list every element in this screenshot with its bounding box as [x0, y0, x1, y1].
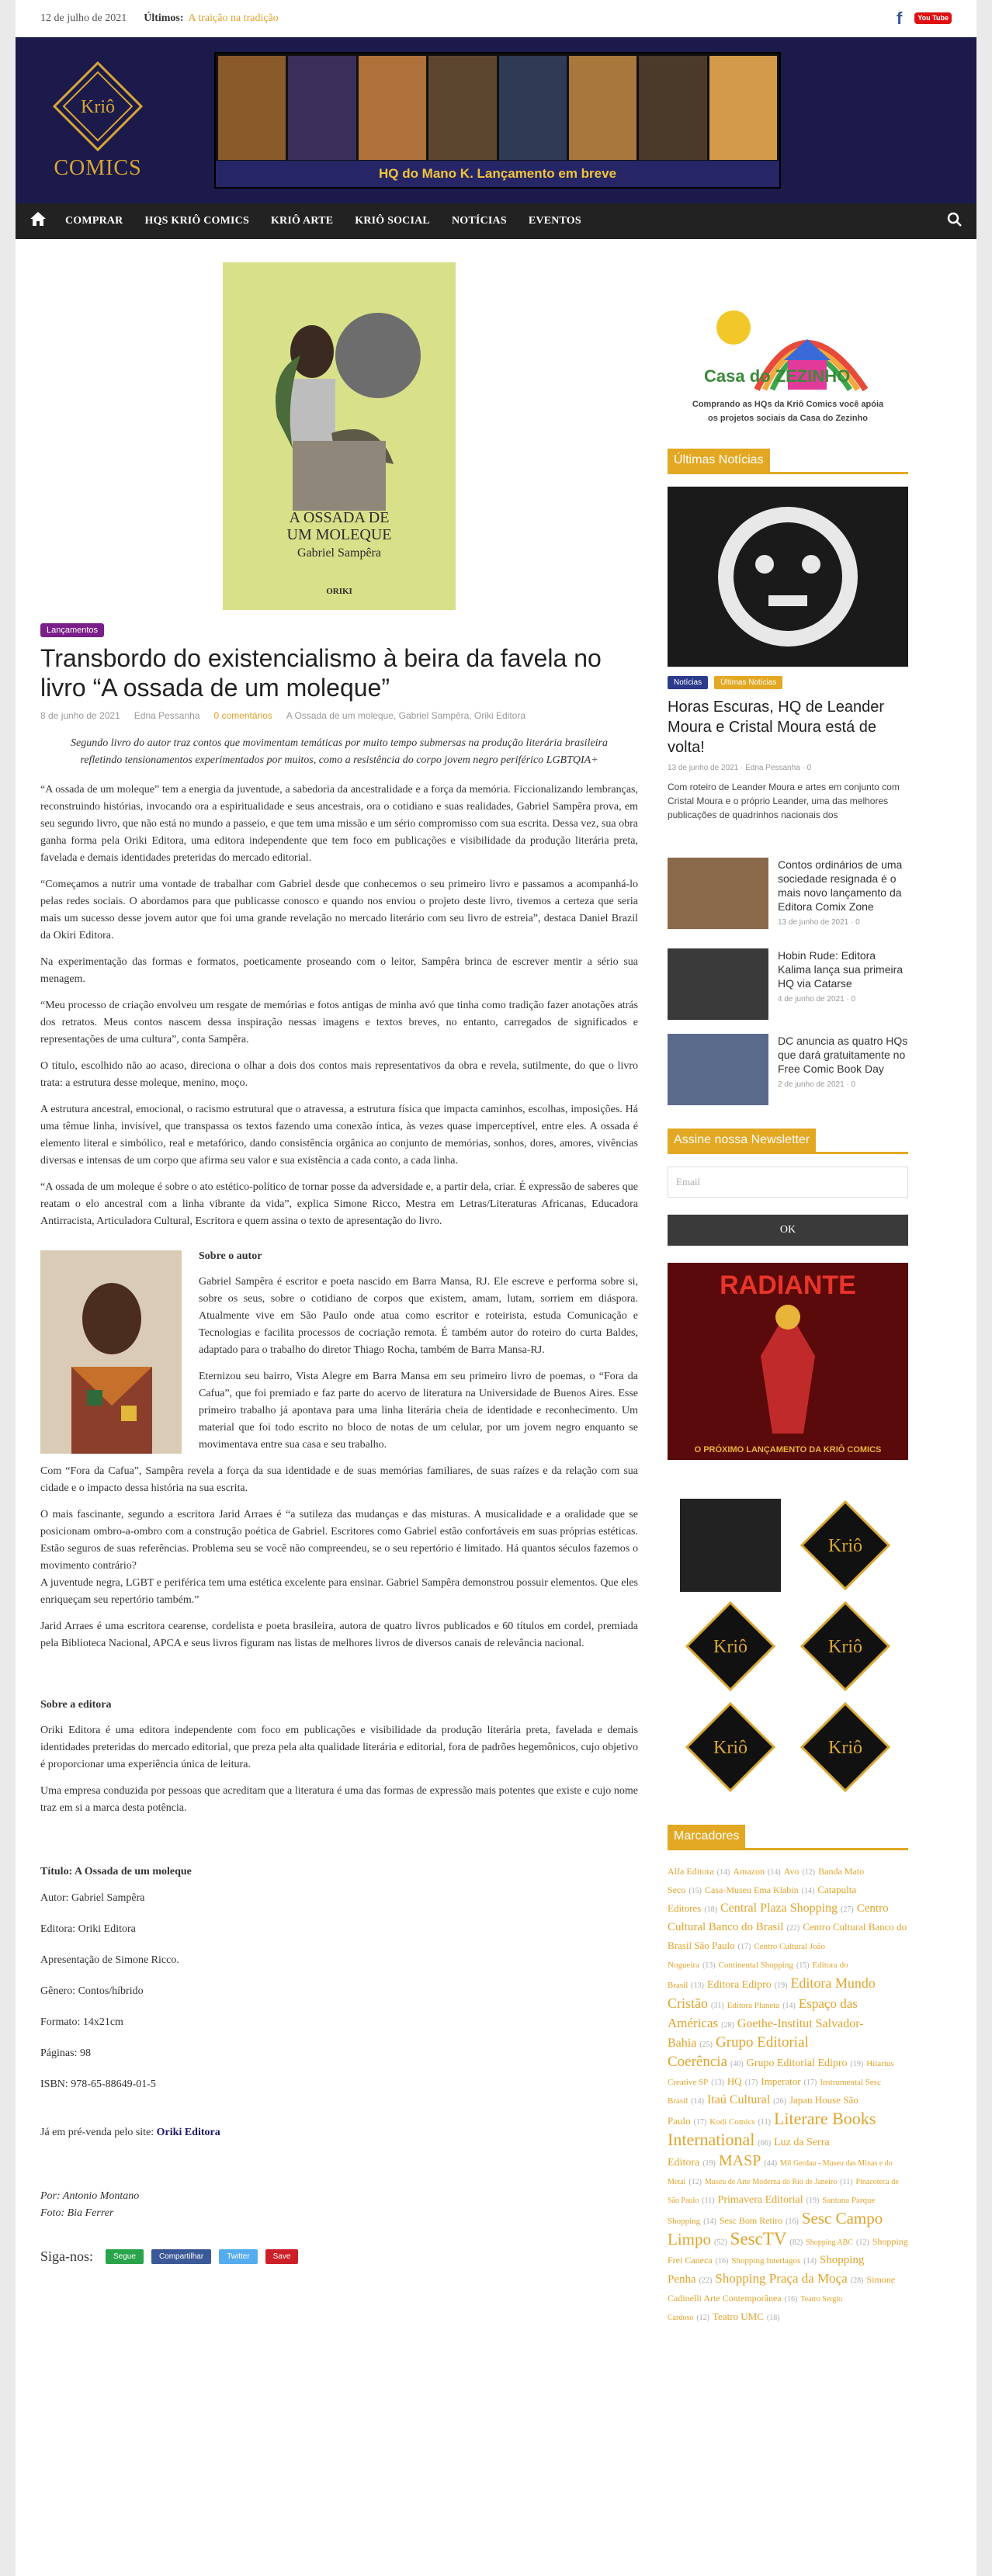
email-input[interactable]: Email	[668, 1167, 908, 1198]
product-thumb[interactable]	[680, 1600, 781, 1693]
comic-panel	[569, 56, 636, 160]
sidebar	[668, 262, 908, 2327]
featured-author[interactable]: Edna Pessanha	[745, 764, 800, 772]
paragraph: “A ossada de um moleque é sobre o ato estético-político de tornar posse da adversidade e, a partir dela, criar. É expressão de saberes que reatam o elo ancestral com a linha vibrante da vida”, explica Simone Ricco, Mestra em Letras/Literaturas Africanas, Educadora Antirracista, Articuladora Cultural, Escritora e quem assina o texto de apresentação do livro.	[40, 1181, 638, 1227]
tag-count: (11)	[840, 2178, 853, 2186]
tag-link[interactable]: Shopping Praça da Moça	[715, 2271, 848, 2286]
tag-link[interactable]: Continental Shopping	[718, 1961, 793, 1970]
tag-count: (14)	[691, 2097, 704, 2106]
presale-line	[40, 2124, 638, 2141]
tag-link[interactable]: Central Plaza Shopping	[720, 1902, 838, 1915]
product-thumb[interactable]	[795, 1600, 896, 1693]
social-links	[897, 9, 952, 29]
list-item[interactable]: DC anuncia as quatro HQs que dará gratuitamente no Free Comic Book Day 2 de junho de 2021 · 0	[668, 1034, 908, 1105]
tag-link[interactable]: Shopping Frei Caneca	[668, 2236, 908, 2266]
logo-sub: COMICS	[54, 156, 142, 180]
tag-link[interactable]: Alfa Editora	[668, 1866, 714, 1877]
tag-link[interactable]: Editora Planeta	[727, 2001, 780, 2010]
comic-panel	[709, 56, 777, 160]
paragraph: “A ossada de um moleque” tem a energia da juventude, a sabedoria da ancestralidade e a força da memória. Ficcionalizando lembranças, reconstruindo histórias, invocando ora a espiritualidade e seus ancestrais, ora o cotidiano e suas realidades, Gabriel Sampêra prova, em seu segundo livro, que não está no mundo a passeio, e que tem uma missão e um sério compromisso com sua escrita. Dessa vez, sua obra ganha forma pela Oriki Editora, uma editora independente que tem foco em publicações e visibilidade da produção literária preta, favelada e demais identidades preteridas do mercado editorial.	[40, 784, 638, 864]
spec-line: Editora: Oriki Editora	[40, 1923, 136, 1935]
paragraph: “Meu processo de criação envolveu um resgate de memórias e fotos antigas de minha avó que tinha como tradição fazer anotações atrás dos retratos. Meus contos nascem dessa inspiração nessas imagens e textos breves, no entanto, carregados de significados e representações de uma cultura”, conta Sampêra.	[40, 1000, 638, 1045]
tag-count: (14)	[703, 2217, 716, 2226]
tag-link[interactable]: Grupo Editorial Coerência	[668, 2034, 809, 2070]
spec-line: Gênero: Contos/híbrido	[40, 1985, 144, 1997]
nav-item-social[interactable]: KRIÔ SOCIAL	[355, 215, 430, 227]
news-thumbnail	[668, 1034, 768, 1105]
tag-count: (13)	[711, 2078, 724, 2087]
paragraph: O mais fascinante, segundo a escritora Jarid Arraes é “a sutileza das mudanças e das misturas. A musicalidade e a oralidade que se posicionam ombro-a-ombro com a construção poética de Gabriel. Escritores como Gabriel estão confortáveis em suas próprias estéticas. Estão seguros de suas referências. Problema seu se você não compreendeu, se o seu repertório é limitado. Há quantos séculos fazemos o movimento contrário? A juventude negra, LGBT e periférica tem uma estética excelente para ensinar. Gabriel Sampêra demonstrou possuir elementos. Que eles enriqueçam seu repertório também.”	[40, 1509, 638, 1606]
badge-ultimas[interactable]: Últimas Notícias	[714, 676, 782, 689]
spec-line: Apresentação de Simone Ricco.	[40, 1954, 179, 1966]
tag-count: (12)	[802, 1868, 816, 1877]
tag-count: (28)	[850, 2276, 864, 2285]
tag-count: (15)	[689, 1887, 702, 1895]
tag-link[interactable]: Primavera Editorial	[717, 2194, 803, 2206]
tag-link[interactable]: Museu de Arte Moderna do Rio de Janeiro	[705, 2178, 838, 2186]
follow-button[interactable]: Segue	[106, 2249, 144, 2264]
tag-count: (16)	[784, 2295, 798, 2304]
pinterest-save-button[interactable]: Save	[265, 2249, 299, 2264]
tag-link[interactable]: Japan House São Paulo	[668, 2094, 858, 2127]
article-date: 8 de junho de 2021	[40, 710, 120, 721]
logo-name: Kriô	[81, 97, 115, 117]
tag-link[interactable]: Editora do Brasil	[668, 1961, 848, 1990]
tag-link[interactable]: Luz da Serra Editora	[668, 2137, 830, 2169]
byline: Por: Antonio Montano	[40, 2190, 140, 2202]
tag-link[interactable]: Editora Mundo Cristão	[668, 1975, 876, 2011]
logo-diamond-icon	[799, 1701, 892, 1794]
logo-diamond-icon	[684, 1600, 777, 1693]
tag-count: (14)	[782, 2002, 796, 2010]
tag-count: (17)	[737, 1943, 751, 1951]
site-logo[interactable]	[36, 54, 160, 186]
tag-count: (12)	[856, 2238, 869, 2247]
tag-count: (14)	[716, 1868, 730, 1877]
nav-item-noticias[interactable]: NOTÍCIAS	[451, 215, 507, 227]
cover-publisher: ORIKI	[326, 587, 352, 596]
share-label: Siga-nos:	[40, 2248, 94, 2264]
radiante-ad[interactable]	[668, 1263, 908, 1460]
tags-title: Marcadores	[668, 1825, 745, 1848]
tag-count: (28)	[721, 2021, 734, 2030]
page	[16, 0, 976, 2576]
tag-link[interactable]: Grupo Editorial Edipro	[746, 2058, 848, 2069]
logo-name: Kriô	[713, 1738, 747, 1758]
product-thumb[interactable]	[680, 1701, 781, 1794]
photo-credit: Foto: Bia Ferrer	[40, 2207, 114, 2219]
logo-diamond-icon	[51, 60, 144, 153]
tag-count: (27)	[841, 1905, 854, 1914]
news-widget-header	[668, 449, 908, 474]
tag-link[interactable]: MASP	[718, 2152, 761, 2169]
paragraph: O título, escolhido não ao acaso, direciona o olhar a dois dos contos mais representativos da obra e revela, sutilmente, do que o livro trata: a estrutura desse moleque, menino, moço.	[40, 1060, 638, 1089]
nav-item-eventos[interactable]: EVENTOS	[528, 215, 581, 227]
author-photo	[40, 1250, 182, 1454]
article	[40, 262, 638, 2327]
facebook-share-button[interactable]: Compartilhar	[151, 2249, 211, 2264]
presale-link[interactable]: Oriki Editora	[156, 2127, 220, 2138]
paragraph: Na experimentação das formas e formatos, poeticamente proseando com o leitor, Sampêra brinca de escrever mentir a sério sua menagem.	[40, 956, 638, 985]
latest-link[interactable]: A traição na tradição	[188, 12, 279, 24]
tag-link[interactable]: Editora Edipro	[706, 1979, 772, 1991]
badge-noticias[interactable]: Notícias	[668, 676, 708, 689]
paragraph: Oriki Editora é uma editora independente com foco em publicações e visibilidade da produção literária preta, favelada e demais identidades preteridas do mercado editorial, que preza pela alta qualidade literária e editorial, fora de padrões hegemônicos, cujo objetivo é proporcionar uma experiência única de leitura.	[40, 1725, 638, 1770]
about-publisher-title: Sobre a editora	[40, 1699, 112, 1711]
tag-count: (13)	[691, 1981, 704, 1990]
logo-name: Kriô	[828, 1637, 862, 1657]
radiante-art	[668, 1263, 908, 1460]
tag-link[interactable]: Santana Parque Shopping	[668, 2196, 876, 2226]
comic-panel	[359, 56, 426, 160]
tag-link[interactable]: Instrumental Sesc Brasil	[668, 2078, 881, 2106]
article-comments[interactable]: 0 comentários	[213, 710, 272, 721]
subscribe-button[interactable]: OK	[668, 1215, 908, 1246]
product-thumb[interactable]	[680, 1499, 781, 1592]
paragraph: Gabriel Sampêra é escritor e poeta nascido em Barra Mansa, RJ. Ele escreve e performa sobre si, sobre os seus, sobre o cotidiano de corpos que existem, amam, lutam, sorriem em diáspora. Atualmente vive em São Paulo onde atua como escritor e roteirista, estuda Comunicação e Tecnologias e facilita processos de cocriação remota. É também autor do roteiro do curta Baldes, adaptado para o trabalho do diretor Thiago Rocha, também de Barra Mansa-RJ.	[199, 1276, 638, 1356]
paragraph: Com “Fora da Cafua”, Sampêra revela a força da sua identidade e de suas memórias familiares, de suas raízes e da relação com sua cidade e o impacto dessa história na sua escrita.	[40, 1465, 638, 1494]
article-meta	[40, 710, 638, 721]
tag-link[interactable]: Kodi Comics	[709, 2117, 755, 2127]
article-tags[interactable]: A Ossada de um moleque, Gabriel Sampêra, Oriki Editora	[286, 710, 526, 721]
presale-label: Já em pré-venda pelo site:	[40, 2127, 154, 2138]
tag-count: (22)	[699, 2276, 713, 2285]
tag-link[interactable]: Hilarius Creative SP	[668, 2059, 894, 2087]
tag-link[interactable]: Teatro UMC	[713, 2311, 764, 2322]
news-date: 13 de junho de 2021	[778, 918, 849, 927]
tag-count: (17)	[803, 2078, 817, 2087]
tag-count: (19)	[850, 2060, 864, 2068]
news-date: 4 de junho de 2021	[778, 995, 845, 1004]
product-thumb[interactable]	[795, 1499, 896, 1592]
tag-link[interactable]: Espaço das Américas	[668, 1996, 858, 2030]
tag-link[interactable]: Shopping Penha	[668, 2254, 865, 2286]
home-icon[interactable]	[29, 211, 47, 231]
book-cover-image	[223, 262, 456, 610]
tag-count: (19)	[774, 1981, 788, 1990]
logo-diamond-icon	[799, 1499, 892, 1592]
logo-diamond-icon	[799, 1600, 892, 1693]
comic-panel	[499, 56, 567, 160]
nav-item-comprar[interactable]: COMPRAR	[65, 215, 123, 227]
tags-header	[668, 1825, 908, 1850]
tag-link[interactable]: Centro Cultural Banco do Brasil	[668, 1902, 889, 1933]
tag-count: (14)	[803, 2257, 817, 2266]
nav-item-arte[interactable]: KRIÔ ARTE	[270, 215, 334, 227]
tag-count: (26)	[773, 2097, 786, 2106]
tag-link[interactable]: Amazon	[733, 1866, 765, 1877]
news-widget-title: Últimas Notícias	[668, 449, 770, 472]
tag-link[interactable]: Teatro Sergio Cardoso	[668, 2295, 843, 2322]
twitter-share-button[interactable]: Twitter	[219, 2249, 257, 2264]
latest-label: Últimos:	[144, 12, 184, 24]
zezinho-ad[interactable]	[668, 262, 908, 425]
tag-count: (14)	[767, 1868, 781, 1877]
tag-link[interactable]: Mil Gerdau - Museu das Minas e do Metal	[668, 2159, 893, 2186]
paragraph: Uma empresa conduzida por pessoas que acreditam que a literatura é uma das formas de expressão mais potentes que existe e cujo nome traz em si a marca desta potência.	[40, 1785, 638, 1814]
tag-count: (25)	[699, 2040, 713, 2049]
paragraph: “Começamos a nutrir uma vontade de trabalhar com Gabriel desde que conhecemos o seu primeiro livro e passamos a acompanhá-lo pelas redes sociais. O abordamos para que publicasse conosco e quando nos enviou o projeto deste livro, tivemos a certeza que seria mais um sucesso desse jovem autor que foi uma grande revelação no mercado literário com seu livro de estreia”, destaca Daniel Brazil da Okiri Editora.	[40, 879, 638, 941]
cover-title-1: A OSSADA DE	[289, 509, 390, 526]
tag-count: (18)	[766, 2314, 780, 2322]
article-title: Transbordo do existencialismo à beira da favela no livro “A ossada de um moleque”	[40, 644, 602, 702]
search-icon[interactable]	[947, 212, 963, 231]
tag-count: (44)	[764, 2159, 778, 2168]
product-grid	[668, 1499, 908, 1794]
tag-count: (13)	[702, 1961, 716, 1970]
list-item[interactable]: Hobin Rude: Editora Kalima lança sua primeira HQ via Catarse 4 de junho de 2021 · 0	[668, 948, 908, 1020]
list-item[interactable]: Contos ordinários de uma sociedade resignada é o mais novo lançamento da Editora Comix Zone 13 de junho de 2021 · 0	[668, 858, 908, 934]
main-nav	[16, 203, 976, 239]
logo-name: Kriô	[828, 1738, 862, 1758]
spec-line: ISBN: 978-65-88649-01-5	[40, 2078, 156, 2090]
news-title[interactable]: Hobin Rude: Editora Kalima lança sua primeira HQ via Catarse	[778, 949, 904, 990]
tag-count: (16)	[786, 2217, 799, 2226]
newsletter-header	[668, 1129, 908, 1154]
spec-line: Formato: 14x21cm	[40, 2016, 123, 2028]
tag-count: (11)	[758, 2118, 771, 2127]
radiante-caption: O PRÓXIMO LANÇAMENTO DA KRIÔ COMICS	[694, 1445, 882, 1454]
featured-badges	[668, 674, 908, 689]
tag-link[interactable]: Simone Cadinelli Arte Contemporânea	[668, 2274, 896, 2304]
cover-author: Gabriel Sampêra	[297, 546, 381, 560]
tag-link[interactable]: Casa-Museu Ema Klabin	[705, 1884, 799, 1895]
zezinho-text: Comprando as HQs da Kriô Comics você apóia os projetos sociais da Casa do Zezinho	[692, 400, 884, 423]
featured-news-meta: 13 de junho de 2021 · Edna Pessanha · 0	[668, 764, 812, 772]
tag-count: (12)	[696, 2314, 710, 2322]
zezinho-title: Casa do ZEZINHO	[704, 366, 851, 386]
news-comments: 0	[855, 918, 860, 927]
tag-count: (11)	[702, 2196, 715, 2205]
banner-caption: HQ do Mano K. Lançamento em breve	[216, 161, 779, 187]
featured-news-image[interactable]	[668, 487, 908, 667]
comic-panel	[288, 56, 356, 160]
news-date: 2 de junho de 2021	[778, 1080, 845, 1089]
news-comments: 0	[851, 995, 856, 1004]
tag-count: (40)	[730, 2060, 744, 2068]
tag-count: (19)	[702, 2159, 716, 2168]
tag-link[interactable]: Avo	[783, 1866, 799, 1877]
paragraph: A estrutura ancestral, emocional, o racismo estrutural que o atravessa, a estrutura física que impacta caminhos, escolhas, imposições. Há uma têmue linha, invisível, que transpassa os textos fazendo uma conexão íntica, às vezes quase imperceptível, entre eles. A ossada é elemento literal e simbólico, real e metafórico, dando consistência orgânica ao conjunto de memórias, sonhos, dores, amores, vivências diversas e intensas de um corpo que afirma seu valor e sua existência a cada conto, a cada linha.	[40, 1104, 638, 1167]
tag-link[interactable]: Catapulta Editores	[668, 1884, 857, 1914]
tag-link[interactable]: SescTV	[730, 2229, 787, 2248]
tag-count: (16)	[715, 2257, 729, 2266]
tag-count: (19)	[806, 2196, 820, 2205]
content-area	[16, 239, 976, 2350]
share-bar	[40, 2248, 638, 2265]
spec-line: Autor: Gabriel Sampêra	[40, 1892, 145, 1904]
product-thumb[interactable]	[795, 1701, 896, 1794]
tag-count: (52)	[714, 2238, 727, 2247]
paragraph: Eternizou seu bairro, Vista Alegre em Barra Mansa em seu primeiro livro de poemas, o “Fora da Cafua”, que foi premiado e faz parte do acervo de literatura na Universidade de Buenos Aires. Esse primeiro trabalho já apontava para uma linha literária cheia de identidade e reconhecimento. Um material que foi todo escrito no bloco de notas de um celular, por um jovem negro enquanto se movimentava entre sua casa e seu trabalho.	[199, 1371, 638, 1451]
logo-diamond-icon	[684, 1701, 777, 1794]
logo-name: Kriô	[713, 1637, 747, 1657]
facebook-icon[interactable]: f	[897, 8, 903, 28]
tag-link[interactable]: Pinacoteca de São Paulo	[668, 2178, 899, 2205]
tag-link[interactable]: Centro Cultural Banco do Brasil São Paulo	[668, 1921, 907, 1951]
news-title[interactable]: DC anuncia as quatro HQs que dará gratuitamente no Free Comic Book Day	[778, 1035, 908, 1075]
tag-count: (82)	[789, 2238, 803, 2247]
tag-link[interactable]: Literare Books International	[668, 2109, 876, 2149]
tag-count: (12)	[689, 2178, 702, 2186]
tag-count: (18)	[704, 1905, 717, 1914]
comic-panel	[428, 56, 496, 160]
newsletter-title: Assine nossa Newsletter	[668, 1129, 816, 1152]
article-author[interactable]: Edna Pessanha	[134, 710, 200, 721]
comic-panel	[218, 56, 286, 160]
tag-count: (15)	[796, 1961, 810, 1970]
paragraph: Jarid Arraes é uma escritora cearense, cordelista e poeta brasileira, autora de quatro livros publicados e 60 títulos em cordel, premiada pela Biblioteca Nacional, APCA e seus livros figuram nas listas de melhores livros de diversos canais de relevância nacional.	[40, 1621, 638, 1649]
youtube-icon[interactable]: You Tube	[914, 12, 952, 24]
tag-cloud	[668, 1863, 908, 2327]
tag-count: (31)	[711, 2002, 724, 2010]
top-bar	[16, 0, 976, 37]
comic-panel	[639, 56, 706, 160]
news-thumbnail	[668, 858, 768, 929]
tag-link[interactable]: Sesc Campo Limpo	[668, 2209, 883, 2248]
tag-count: (66)	[758, 2139, 772, 2148]
current-date: 12 de julho de 2021	[40, 12, 127, 24]
news-title[interactable]: Contos ordinários de uma sociedade resignada é o mais novo lançamento da Editora Comix Zone	[778, 858, 903, 913]
news-thumbnail	[668, 948, 768, 1020]
tag-link[interactable]: Centro Cultural João Nogueira	[668, 1942, 825, 1970]
tag-count: (17)	[693, 2118, 707, 2127]
spec-line: Páginas: 98	[40, 2047, 91, 2059]
zezinho-house-icon	[687, 296, 889, 397]
comic-panels	[216, 54, 779, 162]
tag-link[interactable]: Banda Mato Seco	[668, 1866, 865, 1895]
nav-item-hqs[interactable]: HQS KRIÔ COMICS	[144, 215, 249, 227]
news-comments: 0	[851, 1080, 856, 1089]
logo-name: Kriô	[828, 1536, 862, 1556]
featured-news-title[interactable]: Horas Escuras, HQ de Leander Moura e Cristal Moura está de volta!	[668, 699, 885, 756]
tag-link[interactable]: Shopping ABC	[806, 2238, 854, 2247]
cover-title-2: UM MOLEQUE	[286, 526, 392, 543]
featured-comments[interactable]: 0	[806, 764, 812, 772]
tag-link[interactable]: Shopping Interlagos	[731, 2256, 801, 2266]
tag-count: (22)	[786, 1924, 800, 1933]
tag-count: (17)	[744, 2078, 758, 2087]
book-title-spec: Título: A Ossada de um moleque	[40, 1866, 192, 1877]
tag-count: (14)	[801, 1887, 815, 1895]
featured-date: 13 de junho de 2021	[668, 764, 739, 772]
promo-banner[interactable]	[214, 52, 781, 189]
article-lead: Segundo livro do autor traz contos que movimentam temáticas por muito tempo submersas na produção literária brasileira refletindo tensionamentos experimentados por muitos, como a resistência do corpo jovem negro periférico LGBTQIA+	[71, 737, 608, 766]
site-header	[16, 37, 976, 203]
about-author-title: Sobre o autor	[199, 1250, 262, 1262]
tag-link[interactable]: HQ	[727, 2075, 742, 2087]
tag-link[interactable]: Imperator	[761, 2075, 801, 2087]
category-badge[interactable]: Lançamentos	[40, 623, 104, 637]
tag-link[interactable]: Sesc Bom Retiro	[719, 2215, 783, 2226]
tag-link[interactable]: Itaú Cultural	[706, 2093, 771, 2106]
featured-excerpt: Com roteiro de Leander Moura e artes em conjunto com Cristal Moura e o próprio Leander, uma das melhores publicações de quadrinhos nacionais dos	[668, 782, 900, 820]
radiante-title: RADIANTE	[720, 1271, 856, 1300]
tag-link[interactable]: Goethe-Institut Salvador-Bahia	[668, 2017, 864, 2050]
